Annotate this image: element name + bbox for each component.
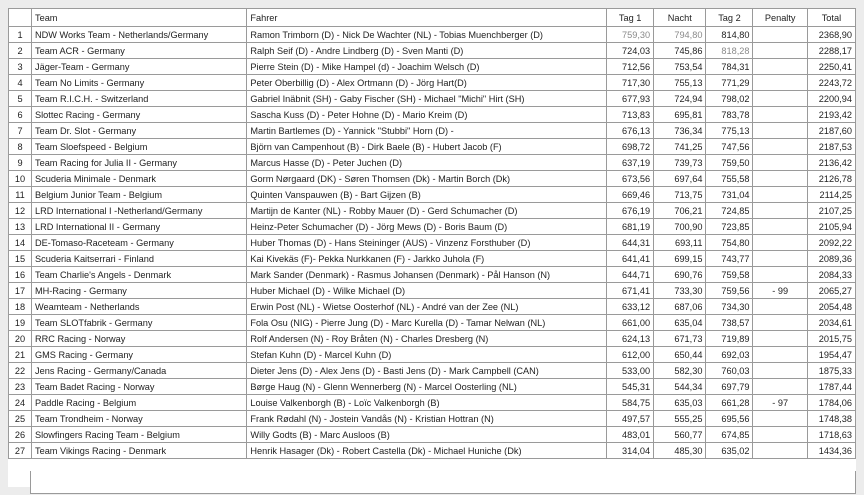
table-row [9,187,856,203]
cell-total: 1954,47 [807,347,855,363]
cell-tag1: 676,13 [607,123,654,139]
cell-position: 9 [9,155,32,171]
table-row [9,427,856,443]
cell-team: Team ACR - Germany [32,43,247,59]
cell-tag1: 633,12 [607,299,654,315]
cell-penalty [753,411,807,427]
cell-drivers: Heinz-Peter Schumacher (D) - Jörg Mews (D) - Boris Baum (D) [247,219,607,235]
cell-drivers: Gorm Nørgaard (DK) - Søren Thomsen (Dk) - Martin Borch (Dk) [247,171,607,187]
cell-team: Paddle Racing - Belgium [32,395,247,411]
cell-position: 7 [9,123,32,139]
cell-position: 19 [9,315,32,331]
cell-position: 27 [9,443,32,459]
cell-penalty [753,267,807,283]
cell-position: 8 [9,139,32,155]
cell-tag2: 775,13 [706,123,753,139]
cell-tag1: 533,00 [607,363,654,379]
cell-team: Slowfingers Racing Team - Belgium [32,427,247,443]
cell-drivers: Björn van Campenhout (B) - Dirk Baele (B) - Hubert Jacob (F) [247,139,607,155]
cell-team: NDW Works Team - Netherlands/Germany [32,27,247,43]
cell-tag1: 681,19 [607,219,654,235]
cell-tag2: 692,03 [706,347,753,363]
col-header-team: Team [32,9,247,27]
cell-total: 2065,27 [807,283,855,299]
cell-penalty [753,27,807,43]
cell-drivers: Huber Michael (D) - Wilke Michael (D) [247,283,607,299]
cell-nacht: 753,54 [654,59,706,75]
cell-position: 22 [9,363,32,379]
table-row [9,299,856,315]
cell-team: Team Racing for Julia II - Germany [32,155,247,171]
cell-tag1: 676,19 [607,203,654,219]
cell-tag2: 695,56 [706,411,753,427]
cell-position: 15 [9,251,32,267]
table-row [9,331,856,347]
cell-drivers: Gabriel Inäbnit (SH) - Gaby Fischer (SH) - Michael "Michi" Hirt (SH) [247,91,607,107]
cell-drivers: Kai Kivekäs (F)- Pekka Nurkkanen (F) - Jarkko Juhola (F) [247,251,607,267]
cell-tag1: 314,04 [607,443,654,459]
table-row [9,43,856,59]
cell-team: LRD International II - Germany [32,219,247,235]
cell-tag1: 712,56 [607,59,654,75]
col-header-num [9,9,32,27]
cell-total: 1718,63 [807,427,855,443]
cell-penalty [753,203,807,219]
cell-drivers: Rolf Andersen (N) - Roy Bråten (N) - Charles Dresberg (N) [247,331,607,347]
table-row [9,315,856,331]
cell-nacht: 713,75 [654,187,706,203]
table-row [9,171,856,187]
cell-tag2: 755,58 [706,171,753,187]
table-row [9,219,856,235]
cell-nacht: 650,44 [654,347,706,363]
cell-penalty [753,171,807,187]
cell-tag1: 673,56 [607,171,654,187]
cell-tag1: 724,03 [607,43,654,59]
cell-total: 2243,72 [807,75,855,91]
table-row [9,347,856,363]
table-row [9,139,856,155]
cell-tag1: 584,75 [607,395,654,411]
table-row [9,395,856,411]
cell-drivers: Huber Thomas (D) - Hans Steininger (AUS) - Vinzenz Forsthuber (D) [247,235,607,251]
cell-position: 24 [9,395,32,411]
cell-team: Team Dr. Slot - Germany [32,123,247,139]
cell-drivers: Martin Bartlemes (D) - Yannick "Stubbi" Horn (D) - [247,123,607,139]
cell-team: Team Sloefspeed - Belgium [32,139,247,155]
cell-tag2: 759,58 [706,267,753,283]
cell-total: 1787,44 [807,379,855,395]
cell-nacht: 741,25 [654,139,706,155]
header-row [9,9,856,27]
cell-team: Team Vikings Racing - Denmark [32,443,247,459]
cell-total: 2084,33 [807,267,855,283]
cell-team: RRC Racing - Norway [32,331,247,347]
cell-nacht: 635,04 [654,315,706,331]
col-header-tag2: Tag 2 [706,9,753,27]
cell-team: Team R.I.C.H. - Switzerland [32,91,247,107]
cell-total: 2126,78 [807,171,855,187]
cell-position: 16 [9,267,32,283]
cell-penalty: - 97 [753,395,807,411]
cell-nacht: 700,90 [654,219,706,235]
cell-position: 20 [9,331,32,347]
cell-team: Scuderia Minimale - Denmark [32,171,247,187]
cell-drivers: Henrik Hasager (Dk) - Robert Castella (Dk) - Michael Huniche (Dk) [247,443,607,459]
cell-drivers: Martijn de Kanter (NL) - Robby Mauer (D) - Gerd Schumacher (D) [247,203,607,219]
cell-total: 2034,61 [807,315,855,331]
cell-tag1: 759,30 [607,27,654,43]
cell-penalty [753,315,807,331]
cell-nacht: 706,21 [654,203,706,219]
table-row [9,123,856,139]
cell-team: Team No Limits - Germany [32,75,247,91]
empty-footer-box [30,471,856,494]
table-row [9,75,856,91]
cell-nacht: 695,81 [654,107,706,123]
cell-drivers: Peter Oberbillig (D) - Alex Ortmann (D) - Jörg Hart(D) [247,75,607,91]
cell-tag1: 641,41 [607,251,654,267]
table-row [9,59,856,75]
cell-penalty [753,379,807,395]
cell-tag2: 759,56 [706,283,753,299]
cell-nacht: 736,34 [654,123,706,139]
cell-team: LRD International I -Netherland/Germany [32,203,247,219]
cell-drivers: Erwin Post (NL) - Wietse Oosterhof (NL) - André van der Zee (NL) [247,299,607,315]
cell-tag1: 644,31 [607,235,654,251]
results-sheet [8,8,856,487]
cell-position: 2 [9,43,32,59]
cell-nacht: 635,03 [654,395,706,411]
cell-tag1: 669,46 [607,187,654,203]
cell-penalty [753,139,807,155]
cell-position: 14 [9,235,32,251]
cell-team: Belgium Junior Team - Belgium [32,187,247,203]
cell-team: Team Badet Racing - Norway [32,379,247,395]
cell-position: 17 [9,283,32,299]
table-row [9,203,856,219]
cell-team: Scuderia Kaitserrari - Finland [32,251,247,267]
cell-position: 18 [9,299,32,315]
cell-tag1: 698,72 [607,139,654,155]
cell-drivers: Dieter Jens (D) - Alex Jens (D) - Basti Jens (D) - Mark Campbell (CAN) [247,363,607,379]
table-row [9,283,856,299]
cell-total: 2187,53 [807,139,855,155]
cell-penalty [753,299,807,315]
table-row [9,155,856,171]
cell-total: 2107,25 [807,203,855,219]
cell-tag2: 674,85 [706,427,753,443]
cell-total: 2015,75 [807,331,855,347]
cell-drivers: Frank Rødahl (N) - Jostein Vandås (N) - Kristian Hottran (N) [247,411,607,427]
cell-drivers: Marcus Hasse (D) - Peter Juchen (D) [247,155,607,171]
table-row [9,27,856,43]
cell-tag1: 497,57 [607,411,654,427]
cell-penalty [753,107,807,123]
col-header-drivers: Fahrer [247,9,607,27]
cell-total: 2368,90 [807,27,855,43]
cell-nacht: 582,30 [654,363,706,379]
cell-tag1: 637,19 [607,155,654,171]
cell-team: Team Trondheim - Norway [32,411,247,427]
table-row [9,379,856,395]
cell-tag1: 677,93 [607,91,654,107]
table-row [9,411,856,427]
cell-tag2: 724,85 [706,203,753,219]
cell-nacht: 485,30 [654,443,706,459]
cell-penalty [753,235,807,251]
cell-position: 13 [9,219,32,235]
cell-tag1: 661,00 [607,315,654,331]
cell-team: Team SLOTfabrik - Germany [32,315,247,331]
table-row [9,443,856,459]
cell-tag1: 713,83 [607,107,654,123]
cell-penalty: - 99 [753,283,807,299]
cell-position: 4 [9,75,32,91]
cell-tag1: 612,00 [607,347,654,363]
cell-tag1: 545,31 [607,379,654,395]
cell-nacht: 739,73 [654,155,706,171]
cell-drivers: Ralph Seif (D) - Andre Lindberg (D) - Sven Manti (D) [247,43,607,59]
cell-nacht: 544,34 [654,379,706,395]
table-row [9,91,856,107]
cell-nacht: 699,15 [654,251,706,267]
cell-position: 1 [9,27,32,43]
cell-penalty [753,155,807,171]
cell-total: 2136,42 [807,155,855,171]
cell-position: 12 [9,203,32,219]
table-row [9,107,856,123]
col-header-tag1: Tag 1 [607,9,654,27]
cell-penalty [753,251,807,267]
cell-position: 5 [9,91,32,107]
col-header-nacht: Nacht [654,9,706,27]
cell-drivers: Ramon Trimborn (D) - Nick De Wachter (NL) - Tobias Muenchberger (D) [247,27,607,43]
cell-tag2: 697,79 [706,379,753,395]
table-row [9,363,856,379]
cell-nacht: 560,77 [654,427,706,443]
cell-position: 3 [9,59,32,75]
cell-nacht: 690,76 [654,267,706,283]
cell-nacht: 745,86 [654,43,706,59]
results-table [8,8,856,459]
cell-drivers: Willy Godts (B) - Marc Ausloos (B) [247,427,607,443]
cell-total: 1748,38 [807,411,855,427]
cell-position: 10 [9,171,32,187]
table-row [9,267,856,283]
cell-total: 2187,60 [807,123,855,139]
cell-total: 2092,22 [807,235,855,251]
cell-tag2: 754,80 [706,235,753,251]
cell-nacht: 555,25 [654,411,706,427]
cell-drivers: Fola Osu (NIG) - Pierre Jung (D) - Marc Kurella (D) - Tamar Nelwan (NL) [247,315,607,331]
cell-penalty [753,363,807,379]
col-header-total: Total [807,9,855,27]
cell-total: 1434,36 [807,443,855,459]
cell-tag2: 734,30 [706,299,753,315]
cell-tag1: 671,41 [607,283,654,299]
cell-nacht: 693,11 [654,235,706,251]
cell-tag2: 814,80 [706,27,753,43]
cell-nacht: 755,13 [654,75,706,91]
cell-tag1: 624,13 [607,331,654,347]
cell-tag2: 635,02 [706,443,753,459]
cell-penalty [753,347,807,363]
cell-total: 2054,48 [807,299,855,315]
cell-tag1: 483,01 [607,427,654,443]
cell-tag1: 717,30 [607,75,654,91]
cell-tag2: 760,03 [706,363,753,379]
cell-tag2: 743,77 [706,251,753,267]
cell-drivers: Pierre Stein (D) - Mike Hampel (d) - Joachim Welsch (D) [247,59,607,75]
table-row [9,235,856,251]
cell-penalty [753,427,807,443]
cell-tag2: 661,28 [706,395,753,411]
cell-position: 11 [9,187,32,203]
cell-team: Jens Racing - Germany/Canada [32,363,247,379]
cell-drivers: Louise Valkenborgh (B) - Loïc Valkenborgh (B) [247,395,607,411]
table-row [9,251,856,267]
cell-penalty [753,219,807,235]
cell-total: 2250,41 [807,59,855,75]
cell-tag2: 818,28 [706,43,753,59]
cell-penalty [753,331,807,347]
cell-position: 6 [9,107,32,123]
cell-total: 2105,94 [807,219,855,235]
cell-drivers: Sascha Kuss (D) - Peter Hohne (D) - Mario Kreim (D) [247,107,607,123]
cell-team: DE-Tomaso-Raceteam - Germany [32,235,247,251]
cell-nacht: 671,73 [654,331,706,347]
cell-penalty [753,43,807,59]
cell-penalty [753,123,807,139]
cell-total: 2288,17 [807,43,855,59]
cell-total: 2089,36 [807,251,855,267]
cell-tag1: 644,71 [607,267,654,283]
cell-tag2: 747,56 [706,139,753,155]
cell-team: Weamteam - Netherlands [32,299,247,315]
cell-nacht: 687,06 [654,299,706,315]
cell-penalty [753,75,807,91]
cell-total: 1875,33 [807,363,855,379]
cell-tag2: 784,31 [706,59,753,75]
cell-tag2: 723,85 [706,219,753,235]
cell-total: 2200,94 [807,91,855,107]
cell-nacht: 733,30 [654,283,706,299]
cell-team: Slottec Racing - Germany [32,107,247,123]
cell-team: Jäger-Team - Germany [32,59,247,75]
cell-tag2: 798,02 [706,91,753,107]
cell-tag2: 783,78 [706,107,753,123]
cell-position: 26 [9,427,32,443]
cell-drivers: Stefan Kuhn (D) - Marcel Kuhn (D) [247,347,607,363]
cell-position: 25 [9,411,32,427]
cell-drivers: Børge Haug (N) - Glenn Wennerberg (N) - Marcel Oosterling (NL) [247,379,607,395]
cell-penalty [753,443,807,459]
cell-tag2: 719,89 [706,331,753,347]
cell-tag2: 738,57 [706,315,753,331]
cell-drivers: Mark Sander (Denmark) - Rasmus Johansen (Denmark) - Pål Hanson (N) [247,267,607,283]
cell-penalty [753,91,807,107]
cell-nacht: 697,64 [654,171,706,187]
cell-drivers: Quinten Vanspauwen (B) - Bart Gijzen (B) [247,187,607,203]
cell-penalty [753,59,807,75]
cell-position: 23 [9,379,32,395]
cell-tag2: 771,29 [706,75,753,91]
cell-tag2: 759,50 [706,155,753,171]
results-body [9,27,856,459]
cell-team: Team Charlie's Angels - Denmark [32,267,247,283]
cell-position: 21 [9,347,32,363]
col-header-penalty: Penalty [753,9,807,27]
cell-total: 2193,42 [807,107,855,123]
cell-team: GMS Racing - Germany [32,347,247,363]
cell-tag2: 731,04 [706,187,753,203]
cell-nacht: 724,94 [654,91,706,107]
cell-total: 2114,25 [807,187,855,203]
cell-nacht: 794,80 [654,27,706,43]
cell-total: 1784,06 [807,395,855,411]
cell-team: MH-Racing - Germany [32,283,247,299]
cell-penalty [753,187,807,203]
